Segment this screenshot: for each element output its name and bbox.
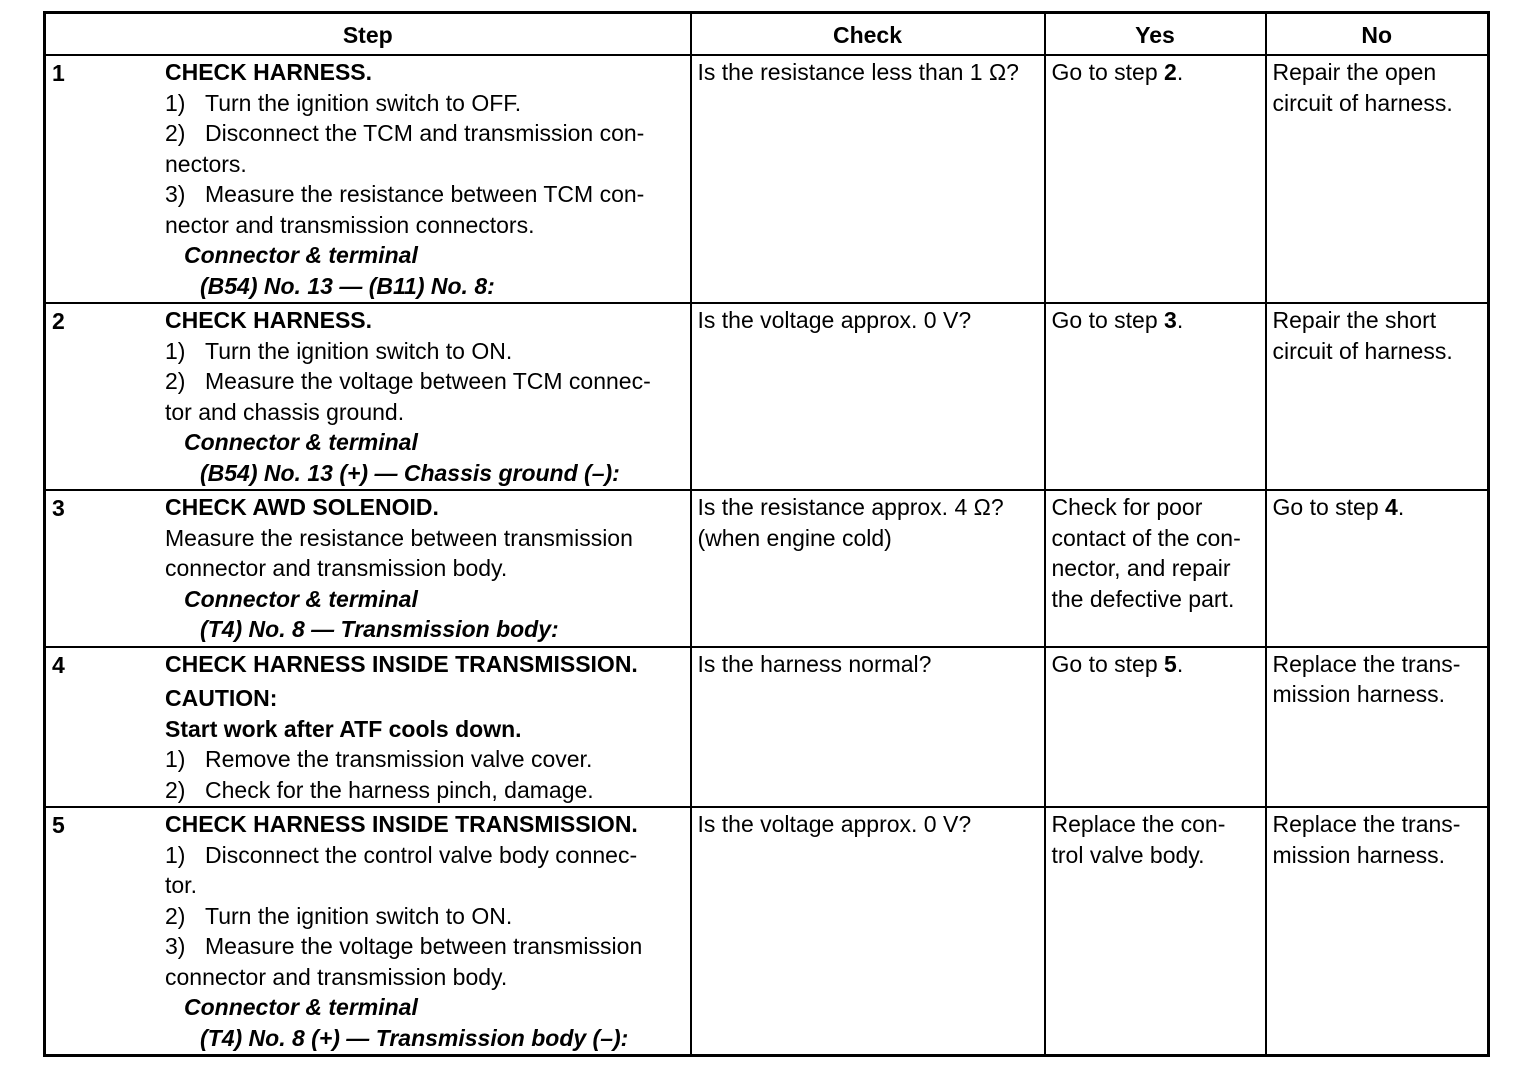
instruction-line: 1) Turn the ignition switch to ON. [165, 337, 513, 364]
header-step: Step [45, 13, 691, 56]
connector-terminal-value: (T4) No. 8 (+) — Transmission body (–): [200, 1024, 629, 1051]
check-cell: Is the resistance less than 1 Ω? [691, 55, 1045, 303]
instruction-text: Measure the resistance between transmission [165, 524, 633, 551]
instruction-line: 2) Disconnect the TCM and transmission con- [165, 120, 645, 146]
connector-terminal-label: Connector & terminal [184, 242, 418, 268]
caution-title: CAUTION: [165, 685, 278, 711]
step-title: CHECK HARNESS INSIDE TRANSMISSION. [165, 650, 638, 677]
table-row [45, 490, 1489, 647]
step-number: 5 [52, 812, 65, 838]
instruction-line: 3) Measure the voltage between transmission [165, 933, 643, 959]
instruction-line: 2) Measure the voltage between TCM connec- [165, 368, 651, 394]
yes-cell: Go to step 5. [1045, 647, 1266, 808]
step-title: CHECK HARNESS. [165, 307, 373, 333]
table-row [45, 647, 1489, 808]
connector-terminal-label: Connector & terminal [184, 429, 418, 455]
header-no: No [1266, 13, 1489, 56]
step-number: 1 [52, 60, 65, 86]
table-row [45, 55, 1489, 303]
instruction-line: 1) Turn the ignition switch to OFF. [165, 89, 522, 116]
step-title: CHECK AWD SOLENOID. [165, 494, 439, 520]
step-cell [45, 490, 691, 647]
check-cell: Is the voltage approx. 0 V? [691, 303, 1045, 490]
instruction-continuation: tor and chassis ground. [165, 398, 405, 425]
diagnostic-procedure-table [43, 11, 1490, 1057]
step-number: 4 [52, 651, 65, 678]
step-body [165, 305, 687, 488]
connector-terminal-value: (B54) No. 13 — (B11) No. 8: [200, 272, 495, 299]
header-check: Check [691, 13, 1045, 56]
step-cell [45, 303, 691, 490]
instruction-line: 1) Disconnect the control valve body connec- [165, 841, 638, 868]
connector-terminal-value: (T4) No. 8 — Transmission body: [200, 616, 559, 642]
step-number: 2 [52, 308, 65, 334]
header-yes: Yes [1045, 13, 1266, 56]
yes-cell: Go to step 2. [1045, 55, 1266, 303]
check-cell: Is the voltage approx. 0 V? [691, 807, 1045, 1056]
step-cell [45, 647, 691, 808]
instruction-continuation: tor. [165, 872, 197, 898]
instruction-continuation: connector and transmission body. [165, 963, 508, 990]
no-cell: Repair the open circuit of harness. [1266, 55, 1489, 303]
no-cell: Go to step 4. [1266, 490, 1489, 647]
step-title: CHECK HARNESS INSIDE TRANSMISSION. [165, 811, 638, 837]
step-cell [45, 55, 691, 303]
yes-cell: Replace the con- trol valve body. [1045, 807, 1266, 1056]
step-cell [45, 807, 691, 1056]
instruction-line: 3) Measure the resistance between TCM con- [165, 181, 645, 207]
instruction-text: connector and transmission body. [165, 555, 508, 581]
yes-cell: Go to step 3. [1045, 303, 1266, 490]
step-body [165, 809, 687, 1053]
instruction-line: 1) Remove the transmission valve cover. [165, 746, 593, 772]
check-cell: Is the harness normal? [691, 647, 1045, 808]
instruction-line: 2) Check for the harness pinch, damage. [165, 776, 594, 803]
step-body [165, 57, 687, 301]
yes-cell: Check for poor contact of the con- nector, and repair the defective part. [1045, 490, 1266, 647]
step-number: 3 [52, 495, 65, 521]
table-row [45, 807, 1489, 1056]
connector-terminal-label: Connector & terminal [184, 585, 418, 612]
table-row [45, 303, 1489, 490]
step-title: CHECK HARNESS. [165, 59, 373, 85]
no-cell: Repair the short circuit of harness. [1266, 303, 1489, 490]
check-cell: Is the resistance approx. 4 Ω? (when engine cold) [691, 490, 1045, 647]
no-cell: Replace the trans- mission harness. [1266, 647, 1489, 808]
caution-text: Start work after ATF cools down. [165, 715, 522, 742]
connector-terminal-label: Connector & terminal [184, 994, 418, 1020]
connector-terminal-value: (B54) No. 13 (+) — Chassis ground (–): [200, 459, 620, 486]
instruction-line: 2) Turn the ignition switch to ON. [165, 902, 513, 929]
step-body [165, 492, 687, 645]
no-cell: Replace the trans- mission harness. [1266, 807, 1489, 1056]
table-header-row [45, 13, 1489, 56]
instruction-continuation: nector and transmission connectors. [165, 211, 535, 238]
instruction-continuation: nectors. [165, 150, 247, 177]
step-body [165, 649, 687, 806]
